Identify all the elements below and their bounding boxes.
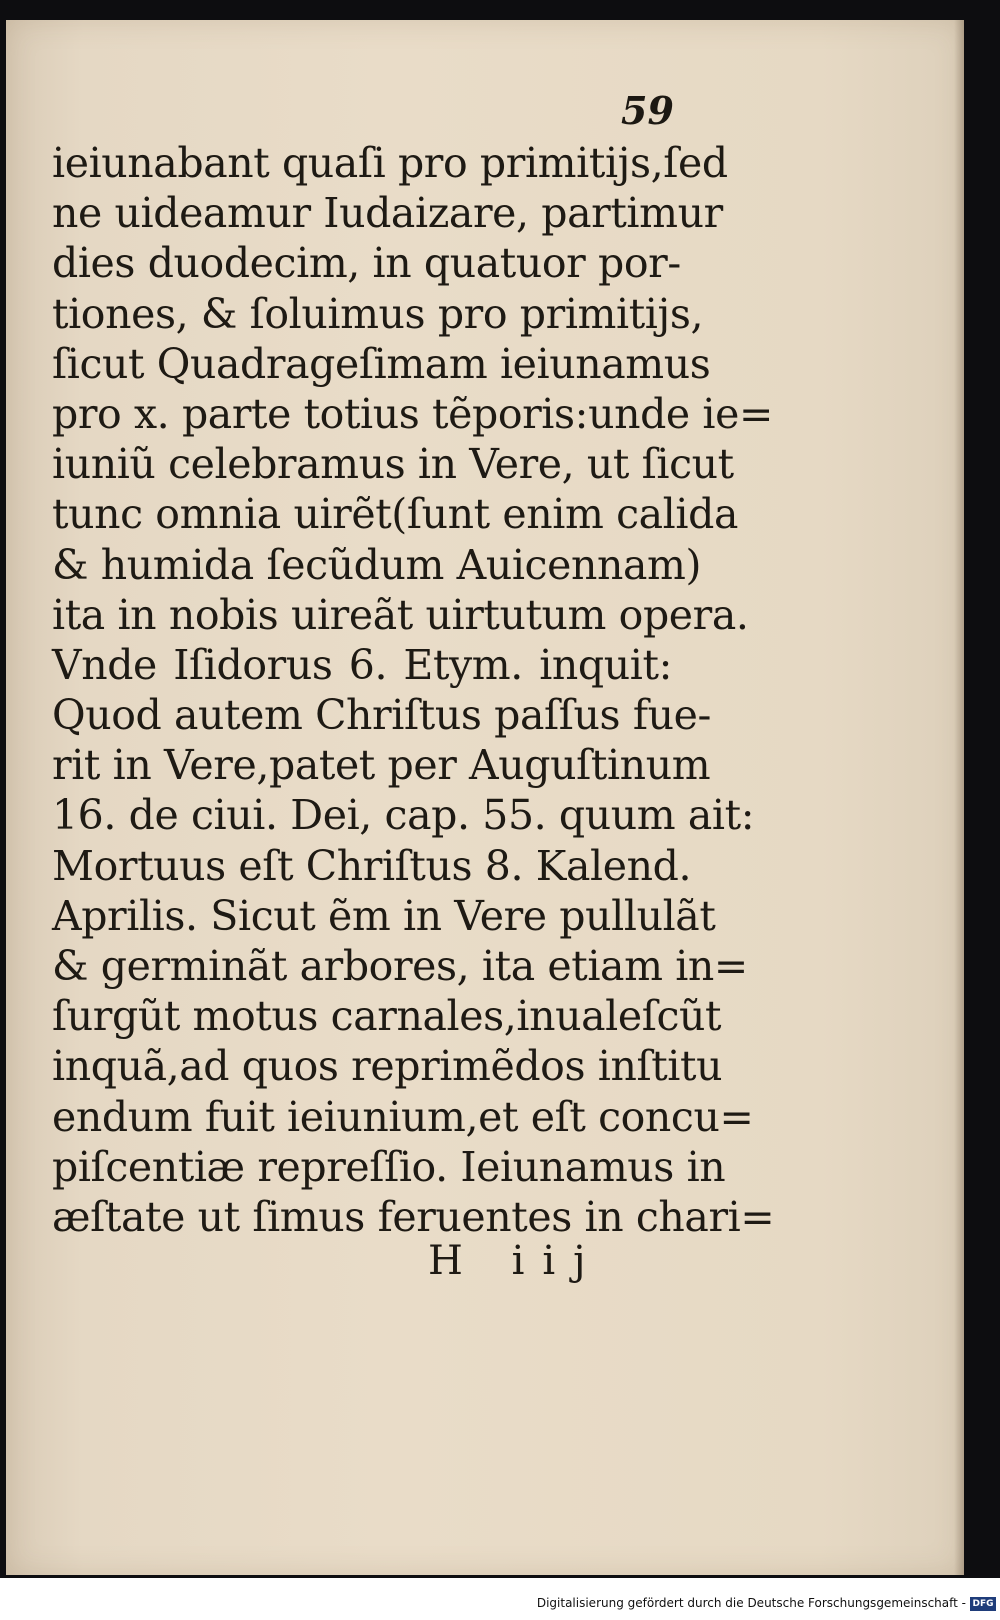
text-line: rit in Vere,patet per Auguſtinum <box>52 741 711 790</box>
text-line: æſtate ut ſimus feruentes in chari= <box>52 1192 775 1241</box>
page-number: 59 <box>621 88 674 133</box>
text-line: iuniũ celebramus in Vere, ut ſicut <box>52 440 734 489</box>
text-line: tiones, & ſoluimus pro primitijs, <box>52 289 704 338</box>
text-line: & humida ſecũdum Auicennam) <box>52 540 702 589</box>
text-line: ne uideamur Iudaizare, partimur <box>52 189 723 238</box>
book-page <box>6 20 964 1575</box>
text-line: endum fuit ieiunium,et eſt concu= <box>52 1092 754 1141</box>
text-line: ſicut Quadrageſimam ieiunamus <box>52 339 711 388</box>
text-line: pro x. parte totius tẽporis:unde ie= <box>52 389 773 438</box>
text-line: ita in nobis uireãt uirtutum opera. <box>52 590 749 639</box>
text-line: Mortuus eſt Chriſtus 8. Kalend. <box>52 841 692 890</box>
dfg-logo: DFG <box>970 1597 996 1611</box>
text-line: ſurgũt motus carnales,inualeſcũt <box>52 992 722 1041</box>
signature-mark: H iij <box>428 1238 604 1284</box>
digitization-credit: Digitalisierung gefördert durch die Deutsche Forschungsgemeinschaft - <box>536 1596 966 1610</box>
page-edge-shadow <box>954 20 964 1575</box>
text-line: tunc omnia uirẽt(ſunt enim calida <box>52 490 739 539</box>
text-line: 16. de ciui. Dei, cap. 55. quum ait: <box>52 791 755 840</box>
text-line: & germinãt arbores, ita etiam in= <box>52 942 748 990</box>
text-line: ieiunabant quaſi pro primitijs,ſed <box>52 139 728 187</box>
text-line: Quod autem Chriſtus paſſus fue- <box>52 691 711 740</box>
body-text <box>52 138 775 1242</box>
text-line: piſcentiæ repreſſio. Ieiunamus in <box>52 1142 726 1191</box>
text-line: dies duodecim, in quatuor por- <box>52 239 681 288</box>
text-line: Vnde Iſidorus 6. Etym. inquit: <box>52 640 672 689</box>
text-line: Aprilis. Sicut ẽm in Vere pullulãt <box>52 891 716 940</box>
footer-strip <box>0 1578 1000 1620</box>
text-line: inquã,ad quos reprimẽdos inſtitu <box>52 1042 723 1091</box>
